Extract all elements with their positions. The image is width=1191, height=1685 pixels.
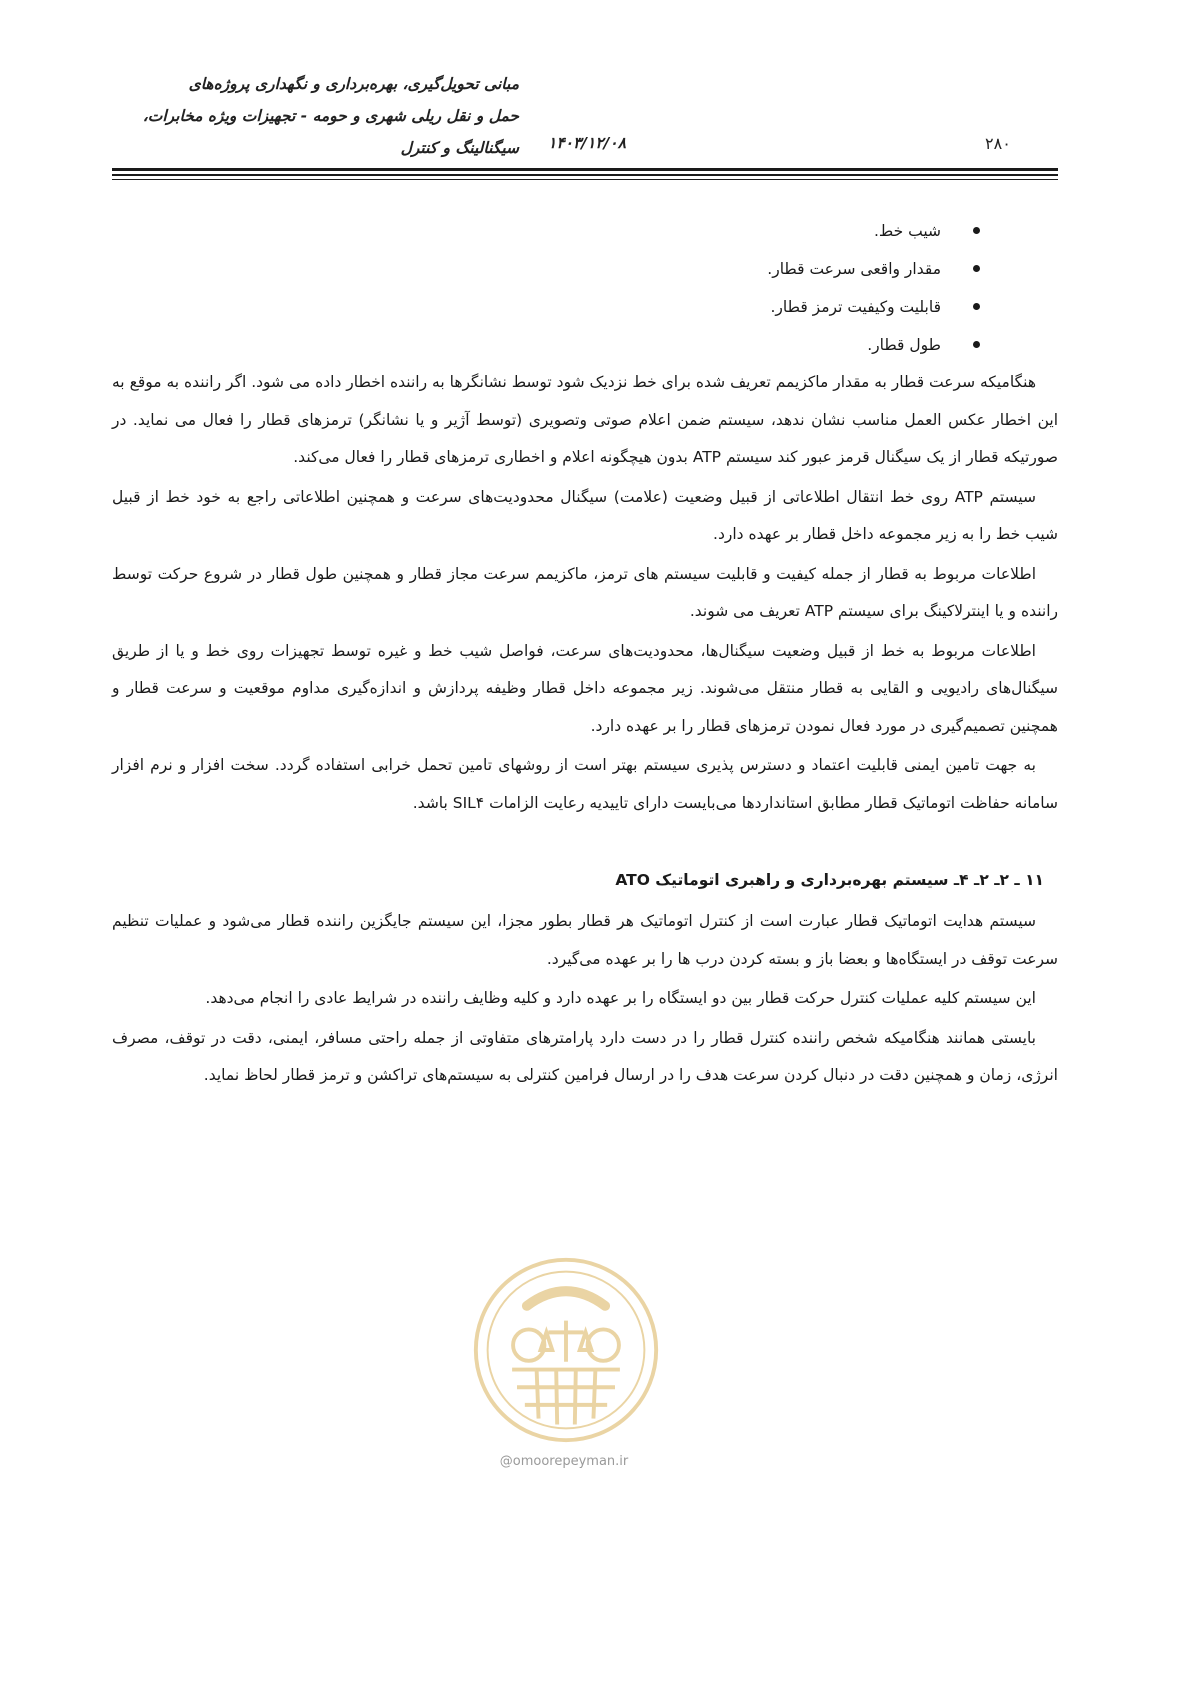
paragraph: اطلاعات مربوط به قطار از جمله کیفیت و قابلیت سیستم های ترمز، ماکزیمم سرعت مجاز قطار و همچنین طول قطار در شروع حرکت توسط راننده و یا اینترلاکینگ برای سیستم ATP تعریف می شوند. <box>112 564 1058 620</box>
list-item: مقدار واقعی سرعت قطار. <box>112 250 1058 288</box>
header-divider-medium <box>112 174 1058 176</box>
header-divider-thin <box>112 179 1058 180</box>
header-divider-thick <box>112 168 1058 171</box>
page-number: ۲۸۰ <box>985 134 1011 153</box>
paragraph: سیستم هدایت اتوماتیک قطار عبارت است از کنترل اتوماتیک هر قطار بطور مجزا، این سیستم جایگزین راننده قطار می‌شود و عملیات تنظیم سرعت توقف در ایستگاه‌ها و بعضا باز و بسته کردن درب ها را بر عهده می‌گیرد. <box>112 912 1058 968</box>
watermark-seal-icon <box>468 1252 664 1448</box>
list-item: قابلیت وکیفیت ترمز قطار. <box>112 288 1058 326</box>
paragraph: این سیستم کلیه عملیات کنترل حرکت قطار بین دو ایستگاه را بر عهده دارد و کلیه وظایف راننده در شرایط عادی را انجام می‌دهد. <box>205 989 1036 1007</box>
document-body <box>112 212 1058 1095</box>
list-item: شیب خط. <box>112 212 1058 250</box>
watermark-url: @omoorepeyman.ir <box>499 1454 629 1469</box>
section-heading: ۱۱ ـ ۲ـ ۲ـ ۴ـ سیستم بهره‌برداری و راهبری اتوماتیک ATO <box>615 871 1044 889</box>
bullet-list <box>112 212 1058 364</box>
paragraph: بایستی همانند هنگامیکه شخص راننده کنترل قطار را در دست دارد پارامترهای متفاوتی از جمله راحتی مسافر، ایمنی، دقت در توقف، مصرف انرژی، زمان و همچنین دقت در دنبال کردن سرعت هدف را در ارسال فرامین کنترلی به سیستم‌های تراکشن و ترمز قطار لحاظ نماید. <box>112 1028 1058 1084</box>
header-title-line-2: حمل و نقل ریلی شهری و حومه - تجهیزات ویژه مخابرات، <box>142 107 519 125</box>
paragraph: به جهت تامین ایمنی قابلیت اعتماد و دسترس پذیری سیستم بهتر است از روشهای تامین تحمل خرابی استفاده گردد. سخت افزار و نرم افزار سامانه حفاظت اتوماتیک قطار مطابق استانداردها می‌بایست دارای تاییدیه رعایت الزامات SIL۴ باشد. <box>112 756 1058 812</box>
header-title-line-3: سیگنالینگ و کنترل <box>400 139 519 157</box>
paragraph: اطلاعات مربوط به خط از قبیل وضعیت سیگنال‌ها، محدودیت‌های سرعت، فواصل شیب خط و غیره توسط تجهیزات روی خط و یا از طریق سیگنال‌های رادیویی و القایی به قطار منتقل می‌شوند. زیر مجموعه داخل قطار وظیفه پردازش و اندازه‌گیری مداوم موقعیت و سرعت قطار و همچنین تصمیم‌گیری در مورد فعال نمودن ترمزهای قطار را بر عهده دارد. <box>112 641 1058 735</box>
header-title <box>99 68 519 164</box>
paragraph: هنگامیکه سرعت قطار به مقدار ماکزیمم تعریف شده برای خط نزدیک شود توسط نشانگرها به راننده اخطار داده می شود. اگر راننده به موقع به این اخطار عکس العمل مناسب نشان ندهد، سیستم ضمن اعلام صوتی وتصویری (توسط آژیر و یا نشانگر) ترمزهای قطار را فعال می نماید. در صورتیکه قطار از یک سیگنال قرمز عبور کند سیستم ATP بدون هیچگونه اعلام و اخطاری ترمزهای قطار را فعال می‌کند. <box>112 373 1058 466</box>
list-item: طول قطار. <box>112 326 1058 364</box>
header-date: ۱۴۰۳/۱۲/۰۸ <box>548 134 626 152</box>
paragraph: سیستم ATP روی خط انتقال اطلاعاتی از قبیل وضعیت (علامت) سیگنال محدودیت‌های سرعت و همچنین اطلاعاتی راجع به خود خط از قبیل شیب خط را به زیر مجموعه داخل قطار بر عهده دارد. <box>112 487 1058 543</box>
header-title-line-1: مبانی تحویل‌گیری، بهره‌برداری و نگهداری پروژه‌های <box>188 75 519 93</box>
